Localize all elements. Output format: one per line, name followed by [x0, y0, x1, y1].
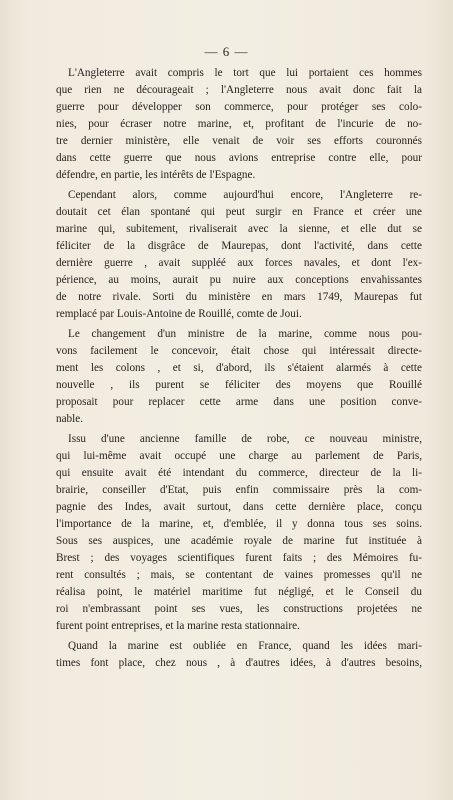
text-line: furent point entreprises, et la marine resta stationnaire. — [56, 620, 300, 632]
text-line: réalisa point, le matériel maritime fut négligé, et le Conseil du — [56, 586, 422, 598]
text-line: L'Angleterre avait compris le tort que lui portaient ces hommes — [68, 67, 422, 79]
text-line: nable. — [56, 413, 84, 425]
text-line: périence, au moins, aurait pu nuire aux conceptions envahissantes — [56, 274, 422, 286]
text-line: défendre, en partie, les intérêts de l'Espagne. — [56, 169, 256, 181]
text-line: rent consultés ; mais, se contentant de vaines promesses qu'il ne — [56, 569, 422, 581]
paragraph — [56, 187, 422, 323]
text-line: proposait pour replacer cette arme dans une position conve- — [56, 396, 422, 408]
text-line: ment les colons , et si, d'abord, ils s'étaient alarmés à cette — [56, 362, 422, 374]
text-line: times font place, chez nous , à d'autres idées, à d'autres besoins, — [56, 657, 422, 669]
text-line: Quand la marine est oubliée en France, quand les idées mari- — [68, 640, 422, 652]
paragraph — [56, 326, 422, 428]
text-line: remplacé par Louis-Antoine de Rouillé, comte de Joui. — [56, 308, 302, 320]
text-line: qui lui-même avait occupé une charge au parlement de Paris, — [56, 450, 422, 462]
text-line: de notre rivale. Sorti du ministère en mars 1749, Maurepas fut — [56, 291, 422, 303]
text-line: Sous ses auspices, une académie royale de marine fut instituée à — [56, 535, 422, 547]
text-line: marine qui, subitement, rivaliserait avec la sienne, et elle dut se — [56, 223, 422, 235]
text-line: Cependant alors, comme aujourd'hui encore, l'Angleterre re- — [68, 189, 422, 201]
page-number: — 6 — — [204, 44, 249, 59]
text-line: Issu d'une ancienne famille de robe, ce nouveau ministre, — [68, 433, 422, 445]
text-line: dans cette guerre que nous avions entreprise contre elle, pour — [56, 152, 422, 164]
text-line: vons facilement le concevoir, était chose qui intéressait directe- — [56, 345, 422, 357]
text-line: l'importance de la marine, et, d'emblée, il y donna tous ses soins. — [56, 518, 422, 530]
paragraph — [56, 65, 422, 184]
text-line: que rien ne décourageait ; l'Angleterre nous avait donc fait la — [56, 84, 422, 96]
body-text — [56, 65, 422, 672]
text-line: guerre pour développer son commerce, pour protéger ses colo- — [56, 101, 422, 113]
text-line: Le changement d'un ministre de la marine, comme nous pou- — [68, 328, 422, 340]
text-line: nouvelle , ils purent se féliciter des moyens que Rouillé — [56, 379, 422, 391]
text-line: doutait cet élan spontané qui peut surgir en France et créer une — [56, 206, 422, 218]
text-line: nies, pour écraser notre marine, et, profitant de l'incurie de no- — [56, 118, 422, 130]
text-line: roi n'embrassant point ses vues, les constructions projetées ne — [56, 603, 422, 615]
text-line: qui ensuite avait été intendant du commerce, directeur de la li- — [56, 467, 422, 479]
text-line: brairie, conseiller d'Etat, puis enfin commissaire près la com- — [56, 484, 422, 496]
text-line: dernière guerre , avait suppléé aux forces navales, et dont l'ex- — [56, 257, 422, 269]
text-line: Brest ; des voyages scientifiques furent faits ; des Mémoires fu- — [56, 552, 422, 564]
paragraph — [56, 431, 422, 635]
text-line: pagnie des Indes, avait surtout, dans cette dernière place, conçu — [56, 501, 422, 513]
text-line: féliciter de la disgrâce de Maurepas, dont l'activité, dans cette — [56, 240, 422, 252]
paragraph — [56, 638, 422, 672]
text-line: tre dernier ministère, elle venait de voir ses efforts couronnés — [56, 135, 422, 147]
